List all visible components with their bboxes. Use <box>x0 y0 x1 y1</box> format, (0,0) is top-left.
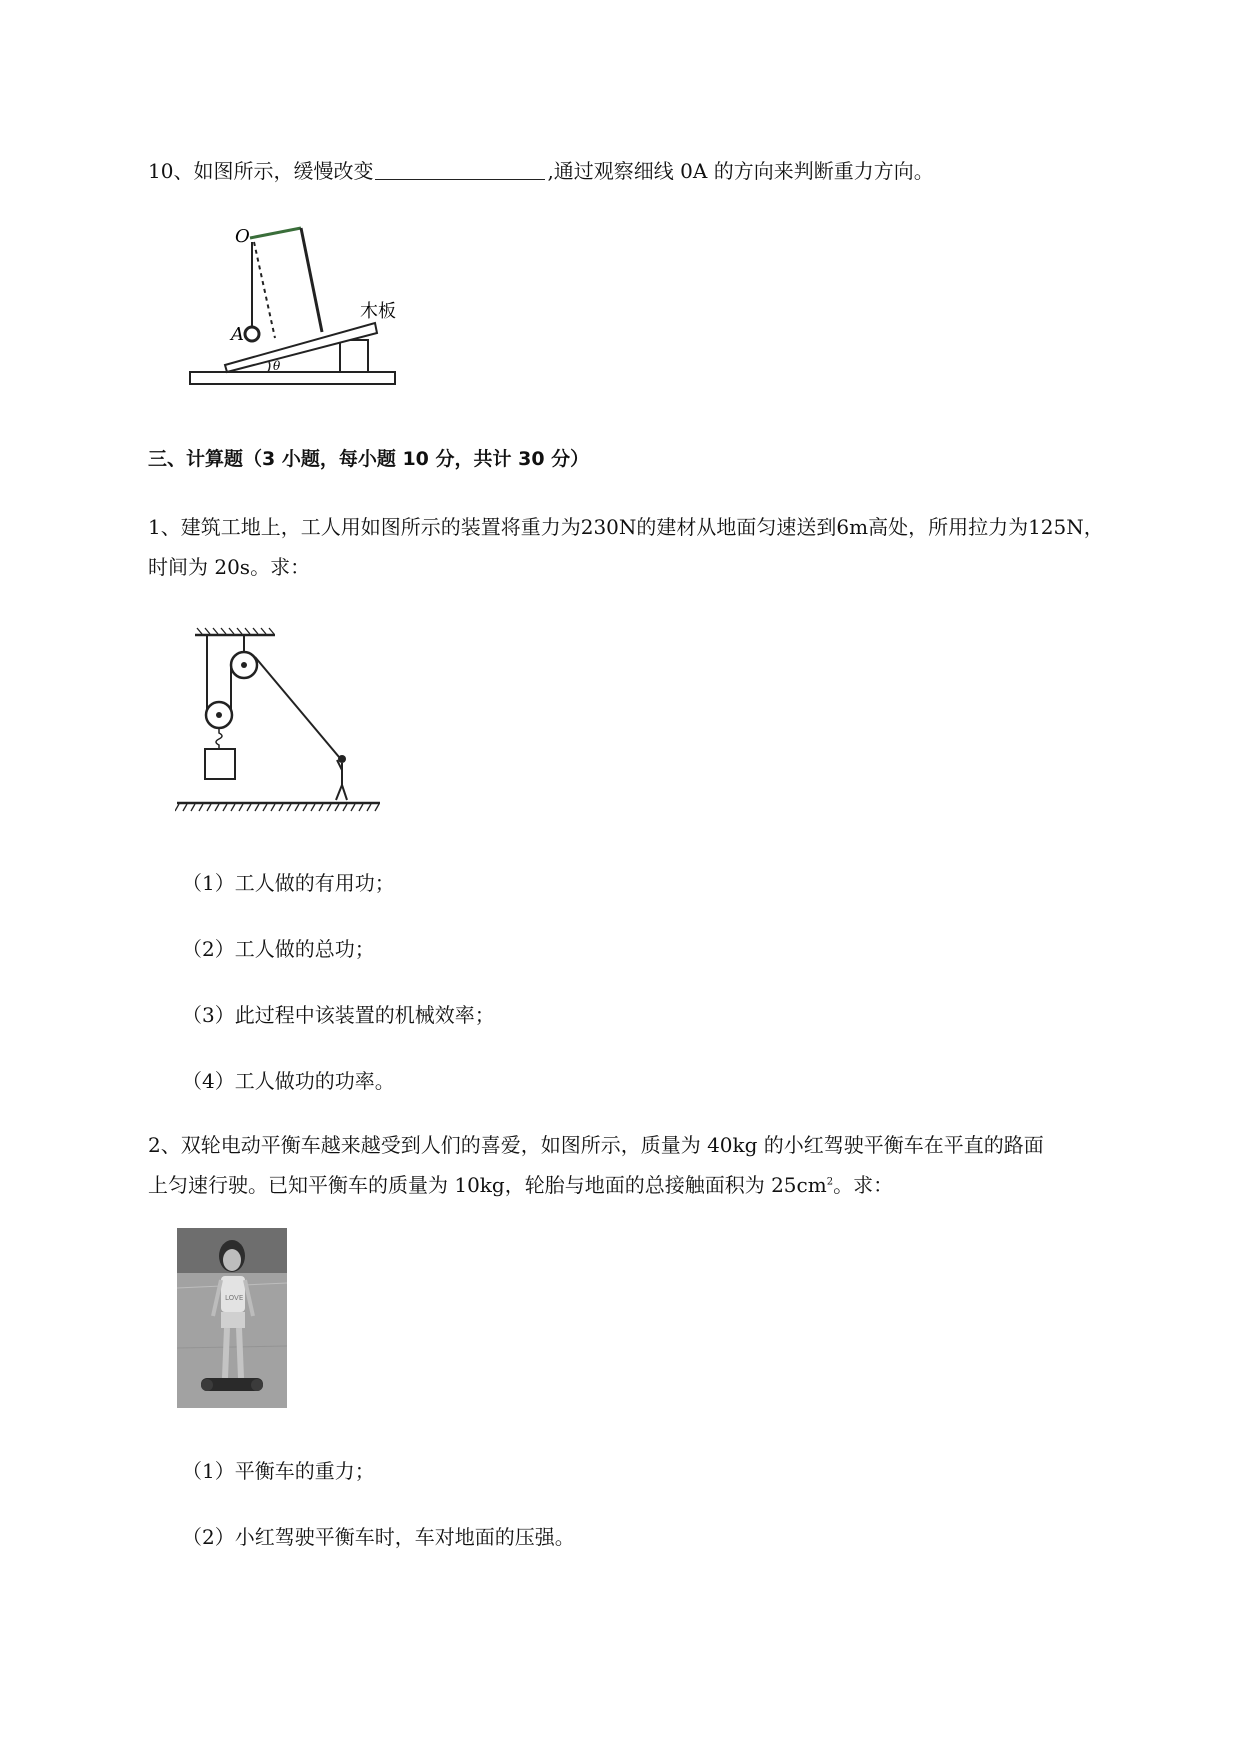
q10-label-o: O <box>235 226 250 247</box>
q10-answer-blank[interactable] <box>375 159 545 180</box>
p1-item-3: （3）此过程中该装置的机械效率； <box>182 1003 495 1027</box>
p2-line2-end: 。求： <box>833 1173 894 1197</box>
p2-item-2: （2）小红驾驶平衡车时，车对地面的压强。 <box>182 1525 575 1549</box>
p2-photo-shirt-text: LOVE <box>225 1294 244 1302</box>
q10-label-theta: θ <box>273 359 281 373</box>
p1-item-4: （4）工人做功的功率。 <box>182 1069 395 1093</box>
p1-pulley-figure <box>175 625 390 820</box>
q10-suffix: ,通过观察细线 0A 的方向来判断重力方向。 <box>547 159 934 183</box>
p2-balance-car-photo <box>177 1228 287 1408</box>
q10-prefix: 10、如图所示，缓慢改变 <box>148 159 374 183</box>
p2-line2 <box>148 1170 893 1200</box>
p1-item-2: （2）工人做的总功； <box>182 937 375 961</box>
p2-line2-superscript: 2 <box>826 1176 834 1188</box>
q10-incline-figure <box>185 220 405 395</box>
p2-line2-text: 上匀速行驶。已知平衡车的质量为 10kg，轮胎与地面的总接触面积为 25cm <box>148 1173 827 1197</box>
p1-line1: 1、建筑工地上，工人用如图所示的装置将重力为230N的建材从地面匀速送到6m高处，所用拉力为125N， <box>148 515 1104 539</box>
q10-label-a: A <box>231 324 244 345</box>
q10-label-board: 木板 <box>360 301 396 322</box>
section3-heading: 三、计算题（3 小题，每小题 10 分，共计 30 分） <box>148 448 590 470</box>
p2-item-1: （1）平衡车的重力； <box>182 1459 375 1483</box>
p2-line1: 2、双轮电动平衡车越来越受到人们的喜爱，如图所示，质量为 40kg 的小红驾驶平衡车在平直的路面 <box>148 1133 1044 1157</box>
p1-line2: 时间为 20s。求： <box>148 555 311 579</box>
p1-item-1: （1）工人做的有用功； <box>182 871 395 895</box>
q10-text <box>148 156 934 186</box>
